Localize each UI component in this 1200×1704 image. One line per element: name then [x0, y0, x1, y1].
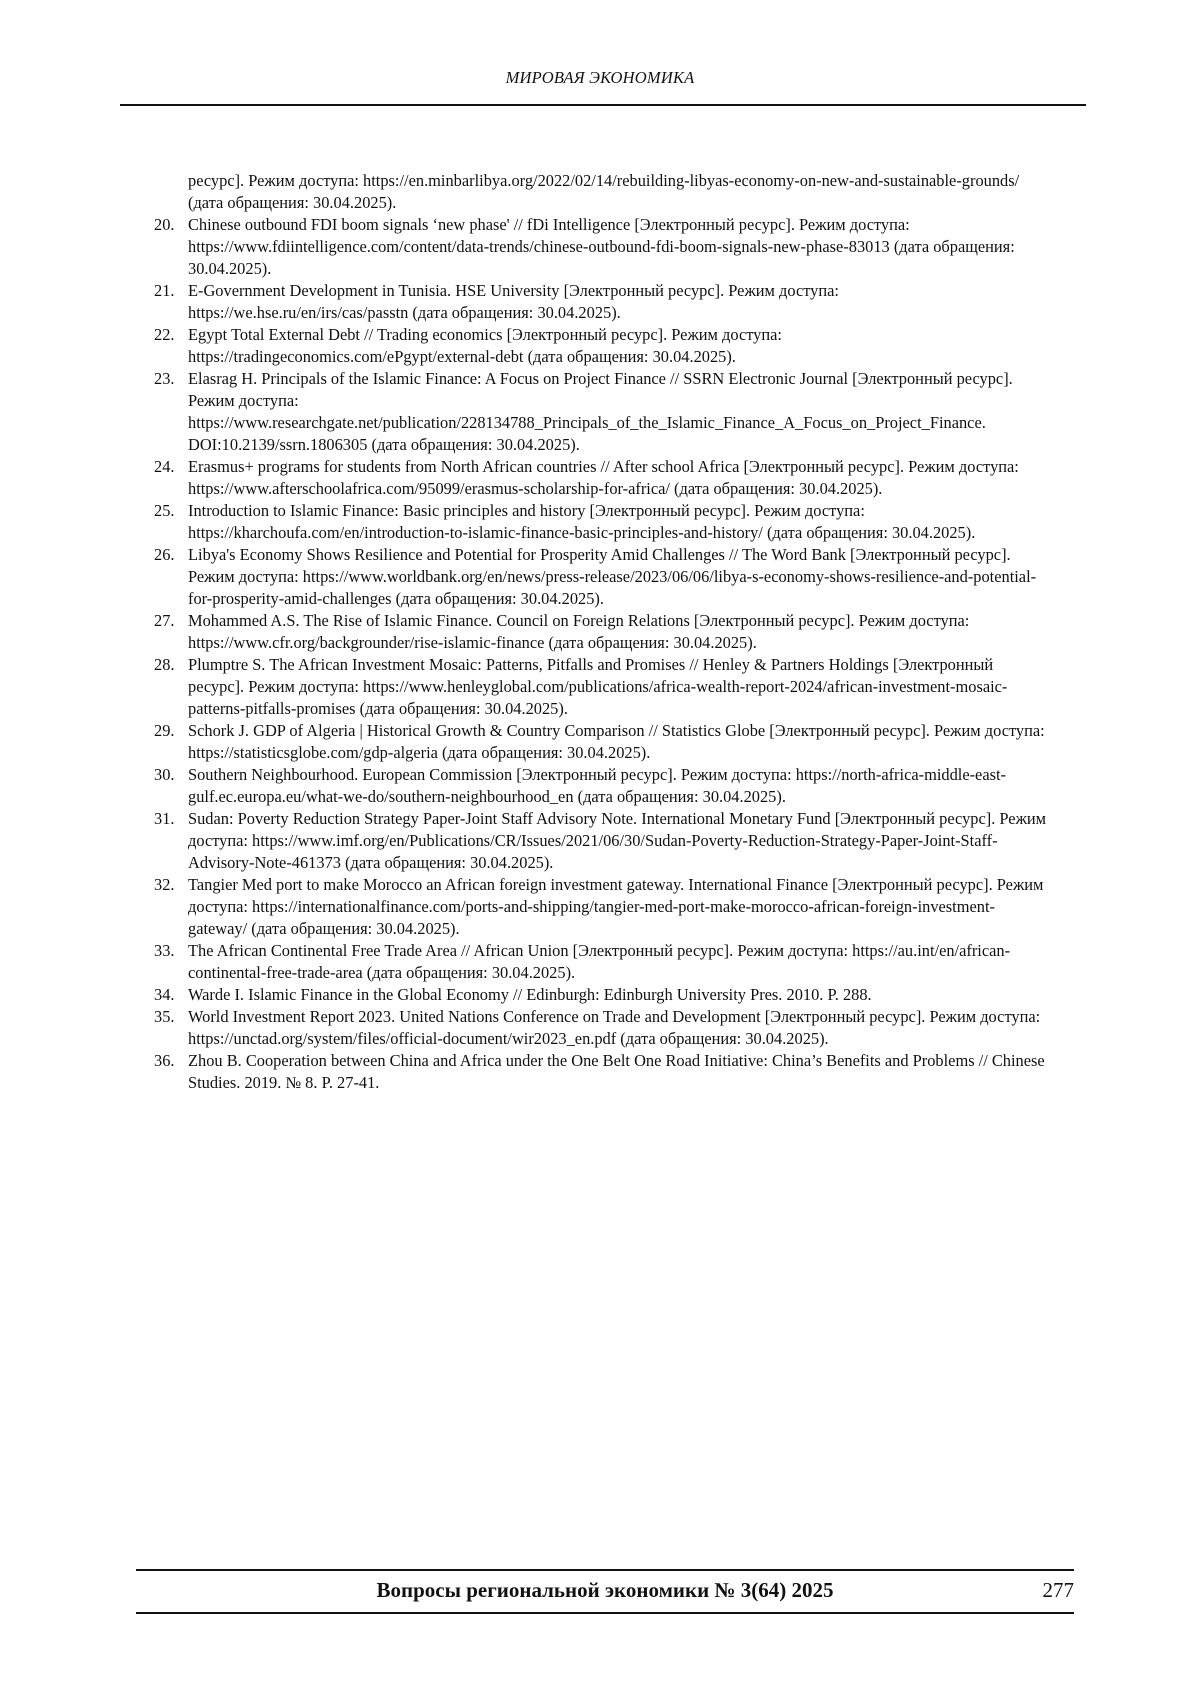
- reference-number: 25.: [154, 501, 175, 520]
- reference-number: 24.: [154, 457, 175, 476]
- reference-item: [150, 324, 1052, 368]
- reference-text: Sudan: Poverty Reduction Strategy Paper-Joint Staff Advisory Note. International Monetary Fund [Электронный ресурс]. Режим доступа: https://www.imf.org/en/Publications/CR/Issues/2021/06/30/Sudan-Poverty-Reduction-Strategy-Paper-Joint-Staff-Advisory-Note-461373 (дата обращения: 30.04.2025).: [188, 809, 1047, 872]
- reference-item: [150, 544, 1052, 610]
- reference-item: [150, 720, 1052, 764]
- reference-text: Elasrag H. Principals of the Islamic Finance: A Focus on Project Finance // SSRN Electronic Journal [Электронный ресурс]. Режим доступа: https://www.researchgate.net/publication/228134788_Principals_of_the_Islamic_Finance_A_Focus_on_Project_Finance. DOI:10.2139/ssrn.1806305 (дата обращения: 30.04.2025).: [188, 369, 1013, 454]
- reference-number: 22.: [154, 325, 175, 344]
- reference-number: 32.: [154, 875, 175, 894]
- reference-continuation: [150, 170, 1052, 214]
- reference-number: 29.: [154, 721, 175, 740]
- reference-number: 20.: [154, 215, 175, 234]
- reference-item: [150, 500, 1052, 544]
- reference-item: [150, 610, 1052, 654]
- reference-text: Warde I. Islamic Finance in the Global Economy // Edinburgh: Edinburgh University Pres. 2010. P. 288.: [188, 985, 872, 1004]
- reference-text: Southern Neighbourhood. European Commission [Электронный ресурс]. Режим доступа: https://north-africa-middle-east-gulf.ec.europa.eu/what-we-do/southern-neighbourhood_en (дата обращения: 30.04.2025).: [188, 765, 1007, 806]
- reference-text: Introduction to Islamic Finance: Basic principles and history [Электронный ресурс]. Режим доступа: https://kharchoufa.com/en/introduction-to-islamic-finance-basic-principles-and-history/ (дата обращения: 30.04.2025).: [188, 501, 976, 542]
- reference-number: 23.: [154, 369, 175, 388]
- reference-item: [150, 368, 1052, 456]
- reference-text: Tangier Med port to make Morocco an African foreign investment gateway. International Finance [Электронный ресурс]. Режим доступа: https://internationalfinance.com/ports-and-shipping/tangier-med-port-make-morocco-african-foreign-investment-gateway/ (дата обращения: 30.04.2025).: [188, 875, 1044, 938]
- running-head-title: МИРОВАЯ ЭКОНОМИКА: [505, 68, 695, 87]
- reference-text: ресурс]. Режим доступа: https://en.minbarlibya.org/2022/02/14/rebuilding-libyas-economy-on-new-and-sustainable-grounds/ (дата обращения: 30.04.2025).: [188, 171, 1020, 212]
- reference-number: 26.: [154, 545, 175, 564]
- reference-text: World Investment Report 2023. United Nations Conference on Trade and Development [Электронный ресурс]. Режим доступа: https://unctad.org/system/files/official-document/wir2023_en.pdf (дата обращения: 30.04.2025).: [188, 1007, 1041, 1048]
- reference-item: [150, 1006, 1052, 1050]
- reference-number: 34.: [154, 985, 175, 1004]
- reference-number: 30.: [154, 765, 175, 784]
- reference-item: [150, 808, 1052, 874]
- reference-text: The African Continental Free Trade Area // African Union [Электронный ресурс]. Режим доступа: https://au.int/en/african-continental-free-trade-area (дата обращения: 30.04.2025).: [188, 941, 1011, 982]
- header-divider: [120, 104, 1086, 106]
- reference-text: Erasmus+ programs for students from North African countries // After school Africa [Электронный ресурс]. Режим доступа: https://www.afterschoolafrica.com/95099/erasmus-scholarship-for-africa/ (дата обращения: 30.04.2025).: [188, 457, 1019, 498]
- reference-item: [150, 764, 1052, 808]
- reference-item: [150, 874, 1052, 940]
- reference-number: 28.: [154, 655, 175, 674]
- reference-text: Egypt Total External Debt // Trading economics [Электронный ресурс]. Режим доступа: https://tradingeconomics.com/eРgypt/external-debt (дата обращения: 30.04.2025).: [188, 325, 782, 366]
- reference-number: 31.: [154, 809, 175, 828]
- reference-text: Schork J. GDP of Algeria | Historical Growth & Country Comparison // Statistics Globe [Электронный ресурс]. Режим доступа: https://statisticsglobe.com/gdp-algeria (дата обращения: 30.04.2025).: [188, 721, 1045, 762]
- reference-text: E-Government Development in Tunisia. HSE University [Электронный ресурс]. Режим доступа: https://we.hse.ru/en/irs/cas/passtn (дата обращения: 30.04.2025).: [188, 281, 839, 322]
- reference-item: [150, 1050, 1052, 1094]
- reference-number: 27.: [154, 611, 175, 630]
- reference-item: [150, 654, 1052, 720]
- reference-text: Libya's Economy Shows Resilience and Potential for Prosperity Amid Challenges // The Word Bank [Электронный ресурс]. Режим доступа: https://www.worldbank.org/en/news/press-release/2023/06/06/libya-s-economy-shows-resilience-and-potential-for-prosperity-amid-challenges (дата обращения: 30.04.2025).: [188, 545, 1037, 608]
- journal-title: Вопросы региональной экономики № 3(64) 2025: [376, 1578, 834, 1602]
- reference-text: Chinese outbound FDI boom signals ‘new phase' // fDi Intelligence [Электронный ресурс]. Режим доступа: https://www.fdiintelligence.com/content/data-trends/chinese-outbound-fdi-boom-signals-new-phase-83013 (дата обращения: 30.04.2025).: [188, 215, 1015, 278]
- reference-text: Zhou B. Cooperation between China and Africa under the One Belt One Road Initiative: China’s Benefits and Problems // Chinese Studies. 2019. № 8. P. 27-41.: [188, 1051, 1045, 1092]
- reference-number: 35.: [154, 1007, 175, 1026]
- reference-number: 33.: [154, 941, 175, 960]
- reference-text: Mohammed A.S. The Rise of Islamic Finance. Council on Foreign Relations [Электронный ресурс]. Режим доступа: https://www.cfr.org/backgrounder/rise-islamic-finance (дата обращения: 30.04.2025).: [188, 611, 970, 652]
- reference-item: [150, 984, 1052, 1006]
- reference-item: [150, 280, 1052, 324]
- reference-item: [150, 456, 1052, 500]
- reference-number: 36.: [154, 1051, 175, 1070]
- reference-list: [150, 170, 1052, 1094]
- page-number: 277: [1042, 1578, 1074, 1602]
- reference-number: 21.: [154, 281, 175, 300]
- reference-text: Plumptre S. The African Investment Mosaic: Patterns, Pitfalls and Promises // Henley & Partners Holdings [Электронный ресурс]. Режим доступа: https://www.henleyglobal.com/publications/africa-wealth-report-2024/african-investment-mosaic-patterns-pitfalls-promises (дата обращения: 30.04.2025).: [188, 655, 1008, 718]
- reference-item: [150, 940, 1052, 984]
- reference-item: [150, 214, 1052, 280]
- footer-divider-top: [136, 1569, 1074, 1571]
- footer-divider-bottom: [136, 1612, 1074, 1614]
